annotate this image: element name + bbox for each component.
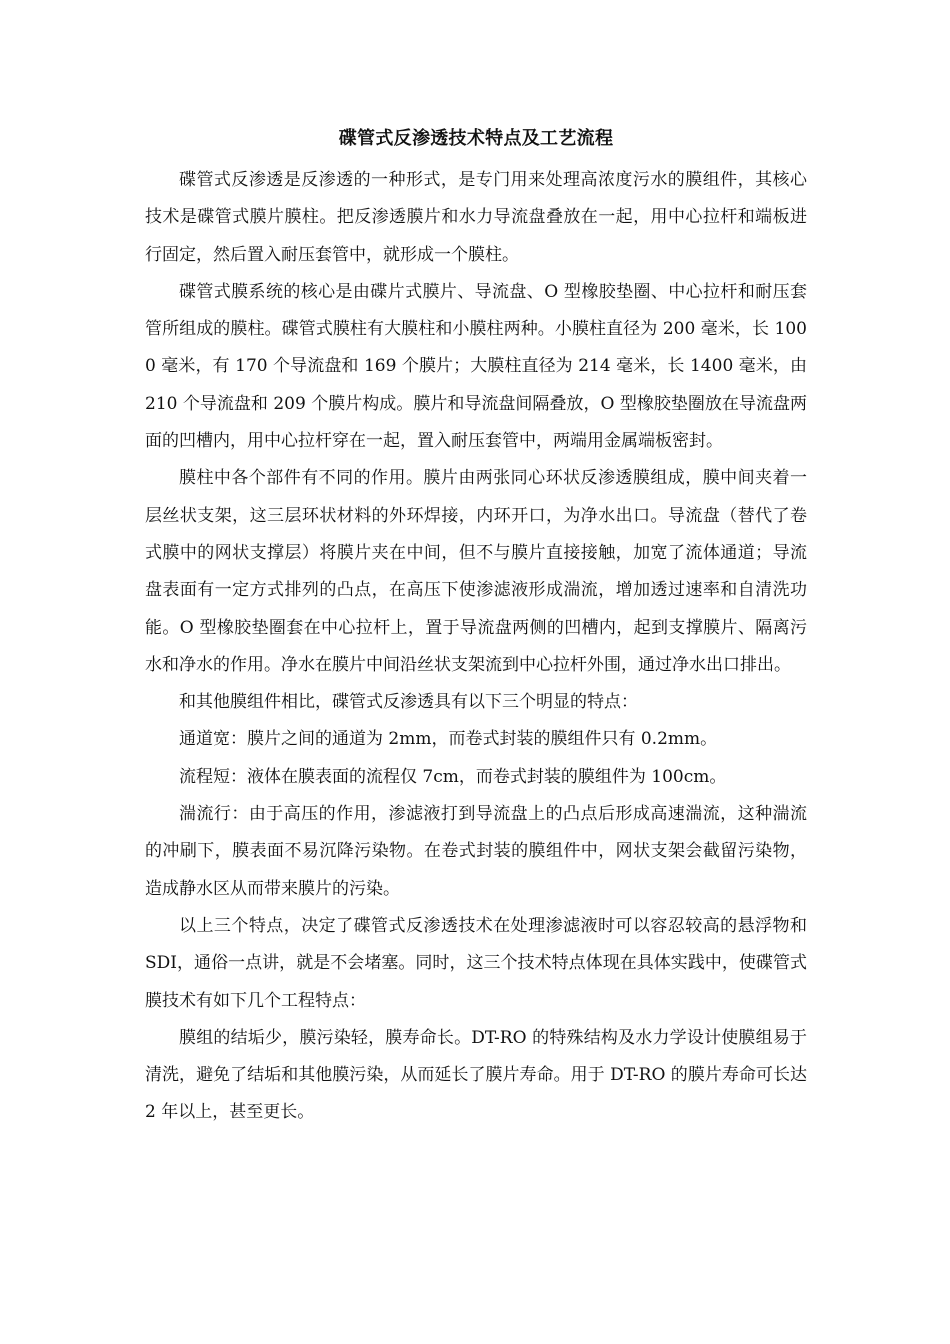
paragraph-engineering-features: 以上三个特点，决定了碟管式反渗透技术在处理渗滤液时可以容忍较高的悬浮物和 SDI，通俗一点讲，就是不会堵塞。同时，这三个技术特点体现在具体实践中，使碟管式膜技术有如下几个工程特点：	[145, 915, 807, 1011]
paragraph-component-functions: 膜柱中各个部件有不同的作用。膜片由两张同心环状反渗透膜组成，膜中间夹着一层丝状支架，这三层环状材料的外环焊接，内环开口，为净水出口。导流盘（替代了卷式膜中的网状支撑层）将膜片夹在中间，但不与膜片直接接触，加宽了流体通道；导流盘表面有一定方式排列的凸点，在高压下使渗滤液形成湍流，增加透过速率和自清洗功能。O 型橡胶垫圈套在中心拉杆上，置于导流盘两侧的凹槽内，起到支撑膜片、隔离污水和净水的作用。净水在膜片中间沿丝状支架流到中心拉杆外围，通过净水出口排出。	[145, 468, 807, 675]
paragraph-features-intro: 和其他膜组件相比，碟管式反渗透具有以下三个明显的特点：	[179, 692, 638, 713]
paragraph-wide-channel: 通道宽：膜片之间的通道为 2mm，而卷式封装的膜组件只有 0.2mm。	[179, 729, 718, 750]
paragraph-membrane-life: 膜组的结垢少，膜污染轻，膜寿命长。DT-RO 的特殊结构及水力学设计使膜组易于清洗，避免了结垢和其他膜污染，从而延长了膜片寿命。用于 DT-RO 的膜片寿命可长达 2 年以上，甚至更长。	[145, 1027, 807, 1123]
page-title: 碟管式反渗透技术特点及工艺流程	[338, 128, 614, 149]
document-body	[145, 124, 807, 1132]
paragraph-turbulence: 湍流行：由于高压的作用，渗滤液打到导流盘上的凸点后形成高速湍流，这种湍流的冲刷下，膜表面不易沉降污染物。在卷式封装的膜组件中，网状支架会截留污染物，造成静水区从而带来膜片的污染。	[145, 804, 807, 899]
paragraph-intro: 碟管式反渗透是反渗透的一种形式，是专门用来处理高浓度污水的膜组件，其核心技术是碟管式膜片膜柱。把反渗透膜片和水力导流盘叠放在一起，用中心拉杆和端板进行固定，然后置入耐压套管中，就形成一个膜柱。	[145, 170, 807, 265]
paragraph-membrane-column: 碟管式膜系统的核心是由碟片式膜片、导流盘、O 型橡胶垫圈、中心拉杆和耐压套管所组成的膜柱。碟管式膜柱有大膜柱和小膜柱两种。小膜柱直径为 200 毫米，长 1000 毫米，有 170 个导流盘和 169 个膜片；大膜柱直径为 214 毫米，长 1400 毫米，由 210 个导流盘和 209 个膜片构成。膜片和导流盘间隔叠放，O 型橡胶垫圈放在导流盘两面的凹槽内，用中心拉杆穿在一起，置入耐压套管中，两端用金属端板密封。	[145, 281, 807, 452]
paragraph-short-flow: 流程短：液体在膜表面的流程仅 7cm，而卷式封装的膜组件为 100cm。	[179, 766, 727, 787]
